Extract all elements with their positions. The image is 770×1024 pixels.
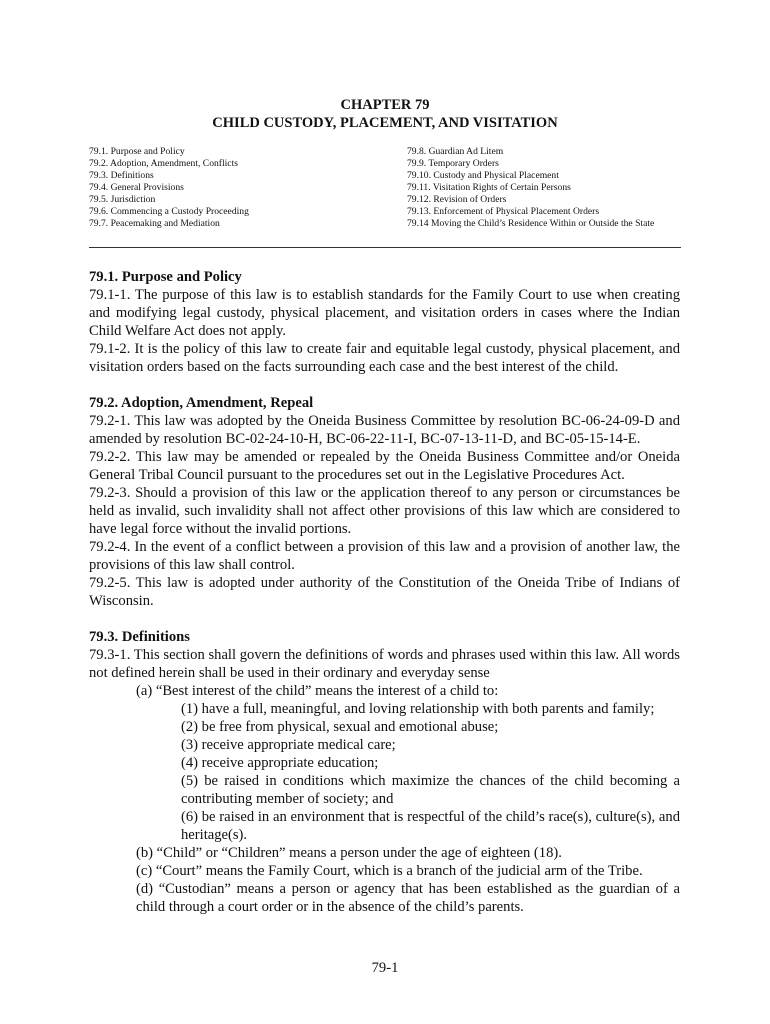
definition-a-item: (6) be raised in an environment that is respectful of the child’s race(s), culture(s), and heritage(s). bbox=[181, 809, 680, 843]
toc-item: 79.2. Adoption, Amendment, Conflicts bbox=[89, 158, 238, 169]
toc-item: 79.6. Commencing a Custody Proceeding bbox=[89, 206, 249, 217]
paragraph-79-2-1: 79.2-1. This law was adopted by the Oneida Business Committee by resolution BC-06-24-09-D and amended by resolution BC-02-24-10-H, BC-06-22-11-I, BC-07-13-11-D, and BC-05-15-14-E. bbox=[89, 413, 680, 447]
paragraph-79-3-1: 79.3-1. This section shall govern the definitions of words and phrases used within this law. All words not defined herein shall be used in their ordinary and everyday sense bbox=[89, 647, 680, 681]
chapter-number: CHAPTER 79 bbox=[340, 97, 430, 113]
section-title-definitions: 79.3. Definitions bbox=[89, 629, 190, 645]
definition-a-item: (4) receive appropriate education; bbox=[181, 755, 379, 771]
toc-item: 79.9. Temporary Orders bbox=[407, 158, 499, 169]
toc-item: 79.14 Moving the Child’s Residence Within or Outside the State bbox=[407, 218, 655, 229]
chapter-heading bbox=[0, 96, 770, 132]
definition-a-item: (5) be raised in conditions which maximize the chances of the child becoming a contributing member of society; and bbox=[181, 773, 680, 807]
definition-d: (d) “Custodian” means a person or agency that has been established as the guardian of a child through a court order or in the absence of the child’s parents. bbox=[136, 881, 680, 915]
toc-item: 79.5. Jurisdiction bbox=[89, 194, 156, 205]
paragraph-79-2-3: 79.2-3. Should a provision of this law or the application thereof to any person or circumstances be held as invalid, such invalidity shall not affect other provisions of this law which are considered to have legal force without the invalid portions. bbox=[89, 485, 680, 537]
toc-item: 79.12. Revision of Orders bbox=[407, 194, 507, 205]
definition-b: (b) “Child” or “Children” means a person under the age of eighteen (18). bbox=[136, 845, 562, 861]
toc-item: 79.13. Enforcement of Physical Placement Orders bbox=[407, 206, 600, 217]
paragraph-79-1-2: 79.1-2. It is the policy of this law to create fair and equitable legal custody, physical placement, and visitation orders based on the facts surrounding each case and the best interest of the child. bbox=[89, 341, 680, 375]
page-number: 79-1 bbox=[371, 960, 399, 976]
table-of-contents-left bbox=[89, 146, 249, 230]
definition-a-item: (2) be free from physical, sexual and emotional abuse; bbox=[181, 719, 499, 735]
definition-a-item: (1) have a full, meaningful, and loving relationship with both parents and family; bbox=[181, 701, 655, 717]
toc-item: 79.4. General Provisions bbox=[89, 182, 184, 193]
toc-item: 79.7. Peacemaking and Mediation bbox=[89, 218, 220, 229]
paragraph-79-2-4: 79.2-4. In the event of a conflict between a provision of this law and a provision of another law, the provisions of this law shall control. bbox=[89, 539, 680, 573]
definition-a-item: (3) receive appropriate medical care; bbox=[181, 737, 396, 753]
toc-item: 79.8. Guardian Ad Litem bbox=[407, 146, 504, 157]
paragraph-79-2-5: 79.2-5. This law is adopted under authority of the Constitution of the Oneida Tribe of Indians of Wisconsin. bbox=[89, 575, 680, 609]
toc-item: 79.10. Custody and Physical Placement bbox=[407, 170, 559, 181]
toc-item: 79.1. Purpose and Policy bbox=[89, 146, 185, 157]
paragraph-79-1-1: 79.1-1. The purpose of this law is to establish standards for the Family Court to use when creating and modifying legal custody, physical placement, and visitation orders in cases where the Indian Child Welfare Act does not apply. bbox=[89, 287, 680, 339]
chapter-title: CHILD CUSTODY, PLACEMENT, AND VISITATION bbox=[212, 115, 558, 131]
definition-a: (a) “Best interest of the child” means the interest of a child to: bbox=[136, 683, 499, 699]
document-body bbox=[89, 268, 680, 916]
section-title-adoption: 79.2. Adoption, Amendment, Repeal bbox=[89, 395, 314, 411]
section-title-purpose: 79.1. Purpose and Policy bbox=[89, 269, 242, 285]
toc-item: 79.3. Definitions bbox=[89, 170, 154, 181]
toc-item: 79.11. Visitation Rights of Certain Persons bbox=[407, 182, 571, 193]
divider-rule bbox=[89, 247, 681, 248]
table-of-contents-right bbox=[407, 146, 654, 230]
paragraph-79-2-2: 79.2-2. This law may be amended or repealed by the Oneida Business Committee and/or Oneida General Tribal Council pursuant to the procedures set out in the Legislative Procedures Act. bbox=[89, 449, 680, 483]
definition-c: (c) “Court” means the Family Court, which is a branch of the judicial arm of the Tribe. bbox=[136, 863, 643, 879]
